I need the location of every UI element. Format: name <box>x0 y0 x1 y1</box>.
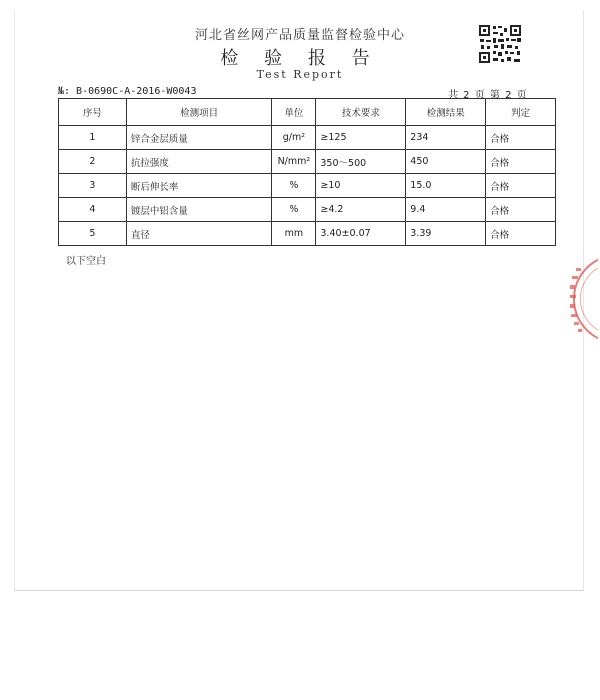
cell-requirement: 350～500 <box>316 150 406 174</box>
page-indicator: 共 2 页 第 2 页 <box>448 90 528 101</box>
header-seq: 序号 <box>59 99 127 126</box>
cell-item: 锌合金层质量 <box>126 126 272 150</box>
table-row <box>59 126 556 150</box>
cell-result: 15.0 <box>406 174 486 198</box>
header-verdict: 判定 <box>486 99 556 126</box>
table-header-row <box>59 99 556 126</box>
cell-requirement: ≥4.2 <box>316 198 406 222</box>
table-row <box>59 174 556 198</box>
cell-unit: % <box>272 174 316 198</box>
report-title-en: Test Report <box>256 68 344 81</box>
table-row <box>59 150 556 174</box>
cell-seq: 5 <box>59 222 127 246</box>
cell-verdict: 合格 <box>486 174 556 198</box>
header-requirement: 技术要求 <box>316 99 406 126</box>
qr-code-icon <box>478 24 522 64</box>
cell-verdict: 合格 <box>486 222 556 246</box>
cell-unit: g/m² <box>272 126 316 150</box>
report-number: №: B-0690C-A-2016-W0043 <box>58 86 197 97</box>
header-result: 检测结果 <box>406 99 486 126</box>
cell-requirement: ≥125 <box>316 126 406 150</box>
official-stamp-icon <box>562 254 598 344</box>
cell-seq: 2 <box>59 150 127 174</box>
cell-seq: 3 <box>59 174 127 198</box>
test-results-table <box>58 98 556 246</box>
issuing-organization: 河北省丝网产品质量监督检验中心 <box>194 28 405 43</box>
table-row <box>59 198 556 222</box>
cell-verdict: 合格 <box>486 150 556 174</box>
cell-requirement: 3.40±0.07 <box>316 222 406 246</box>
cell-result: 3.39 <box>406 222 486 246</box>
header-unit: 单位 <box>272 99 316 126</box>
cell-seq: 4 <box>59 198 127 222</box>
cell-verdict: 合格 <box>486 198 556 222</box>
cell-unit: % <box>272 198 316 222</box>
cell-result: 234 <box>406 126 486 150</box>
header-item: 检测项目 <box>126 99 272 126</box>
cell-result: 450 <box>406 150 486 174</box>
cell-item: 直径 <box>126 222 272 246</box>
cell-item: 镀层中铝含量 <box>126 198 272 222</box>
cell-item: 断后伸长率 <box>126 174 272 198</box>
blank-below-note: 以下空白 <box>66 256 106 267</box>
cell-requirement: ≥10 <box>316 174 406 198</box>
cell-item: 抗拉强度 <box>126 150 272 174</box>
cell-seq: 1 <box>59 126 127 150</box>
cell-unit: mm <box>272 222 316 246</box>
table-row <box>59 222 556 246</box>
cell-result: 9.4 <box>406 198 486 222</box>
report-title-cn: 检 验 报 告 <box>220 48 380 69</box>
cell-verdict: 合格 <box>486 126 556 150</box>
cell-unit: N/mm² <box>272 150 316 174</box>
